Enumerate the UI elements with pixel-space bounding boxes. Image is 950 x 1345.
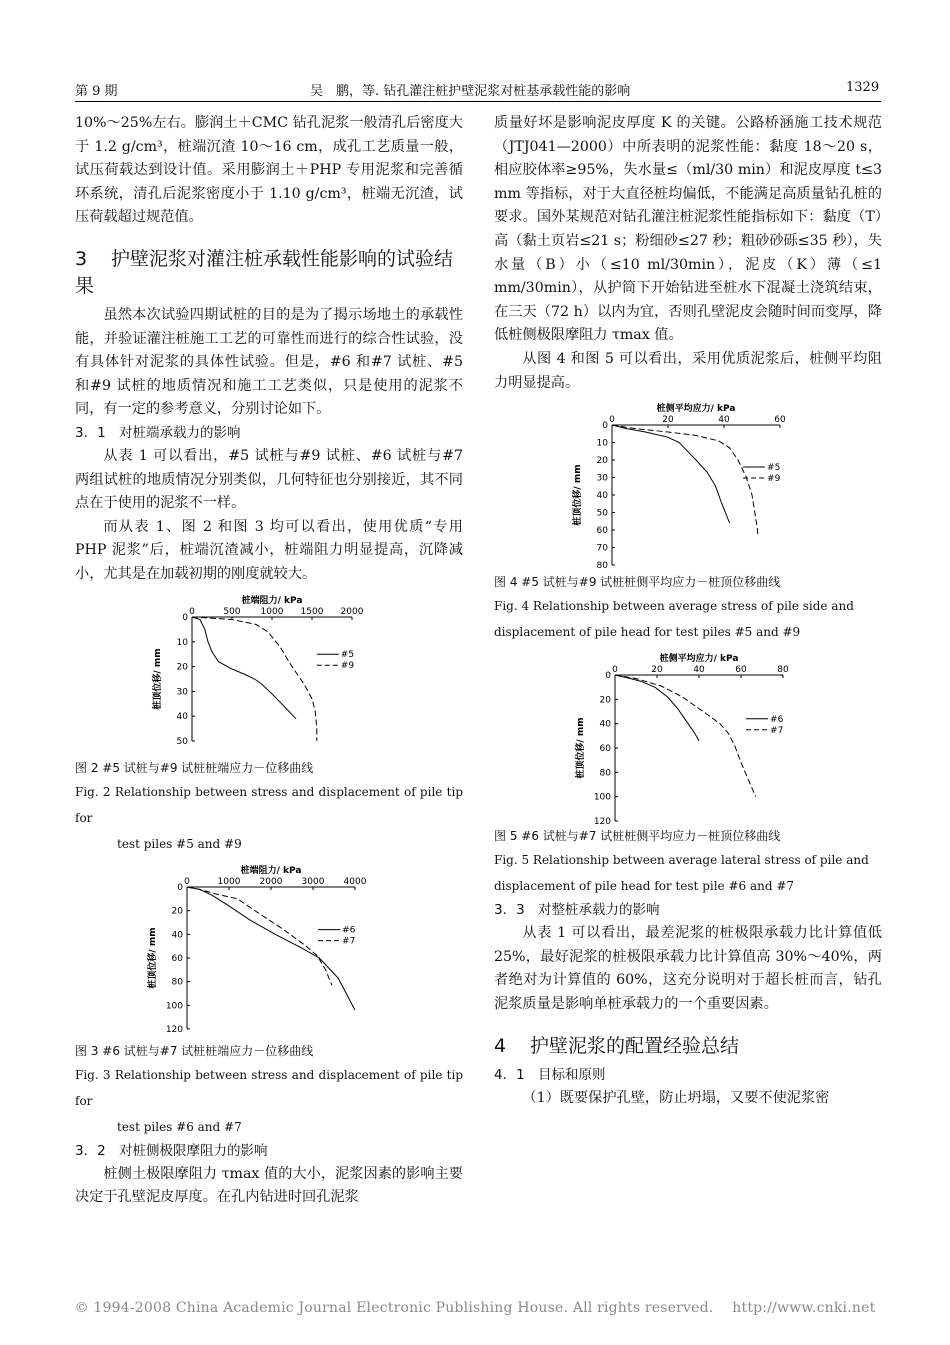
y-tick-label: 60 <box>171 953 183 964</box>
x-axis-label: 桩侧平均应力/ kPa <box>659 654 739 665</box>
y-tick-label: 30 <box>176 686 188 697</box>
figure-4-caption-en-line2: displacement of pile head for test piles #5 and #9 <box>494 625 801 640</box>
y-tick-label: 0 <box>177 882 183 893</box>
y-tick-label: 30 <box>596 473 608 484</box>
x-tick-label: 60 <box>735 665 747 676</box>
header-rule <box>75 101 881 102</box>
x-tick-label: 1000 <box>260 606 284 617</box>
section-number: 3 <box>75 247 88 270</box>
subsection-number: 4．1 <box>494 1066 525 1083</box>
section-number: 4 <box>494 1034 507 1057</box>
y-tick-label: 40 <box>171 929 183 940</box>
x-tick-label: 40 <box>718 415 730 426</box>
y-tick-label: 120 <box>165 1024 183 1035</box>
section-title: 护壁泥浆对灌注桩承载性能影响的试验结果 <box>75 247 454 297</box>
figure-5-caption-cn: 图 5 #6 试桩与#7 试桩桩侧平均应力－桩顶位移曲线 <box>494 829 781 844</box>
y-tick-label: 100 <box>593 792 611 803</box>
x-tick-label: 20 <box>662 415 674 426</box>
legend-label: #7 <box>770 725 784 736</box>
left-column <box>75 112 463 1210</box>
paragraph-fig4-5: 从图 4 和图 5 可以看出，采用优质泥浆后，桩侧平均阻力明显提高。 <box>494 350 882 391</box>
y-tick-label: 0 <box>605 671 611 682</box>
y-tick-label: 20 <box>176 662 188 673</box>
y-tick-label: 20 <box>596 456 608 467</box>
x-tick-label: 3000 <box>301 876 325 887</box>
legend-label: #9 <box>767 474 781 485</box>
section-title: 护壁泥浆的配置经验总结 <box>530 1034 740 1057</box>
y-tick-label: 80 <box>596 561 608 572</box>
series-line-pile-6 <box>615 675 699 741</box>
y-tick-label: 60 <box>599 744 611 755</box>
series-line-pile-6 <box>187 887 355 1010</box>
figure-2-caption-cn: 图 2 #5 试桩与#9 试桩桩端应力－位移曲线 <box>75 760 314 775</box>
header-issue: 第 9 期 <box>75 84 118 99</box>
x-tick-label: 2000 <box>259 876 283 887</box>
y-tick-label: 50 <box>176 736 188 747</box>
y-tick-label: 10 <box>596 438 608 449</box>
legend-label: #7 <box>342 936 356 947</box>
x-tick-label: 60 <box>774 415 786 426</box>
paragraph-3-2: 桩侧土极限摩阻力 τmax 值的大小，泥浆因素的影响主要决定于孔壁泥皮厚度。在孔内钻进时回孔泥浆 <box>75 1165 463 1206</box>
x-tick-label: 1500 <box>300 606 324 617</box>
y-tick-label: 0 <box>182 612 188 623</box>
figure-4 <box>494 401 882 572</box>
section-4-1-heading <box>494 1064 882 1087</box>
y-axis-label: 桩顶位移/ mm <box>573 464 583 526</box>
y-tick-label: 50 <box>596 508 608 519</box>
x-tick-label: 2000 <box>340 606 364 617</box>
right-column <box>494 112 882 1110</box>
x-tick-label: 0 <box>189 606 195 617</box>
subsection-title: 对桩端承载力的影响 <box>119 424 241 441</box>
figure-2-caption-en-line2: test piles #5 and #9 <box>117 836 242 851</box>
y-tick-label: 60 <box>596 526 608 537</box>
y-axis-label: 桩顶位移/ mm <box>576 717 586 779</box>
y-tick-label: 20 <box>599 695 611 706</box>
y-tick-label: 80 <box>599 768 611 779</box>
x-axis-label: 桩端阻力/ kPa <box>241 595 303 606</box>
y-tick-label: 40 <box>596 491 608 502</box>
section-3-2-heading <box>75 1140 463 1163</box>
figure-3-caption-en-line1: Fig. 3 Relationship between stress and displacement of pile tip for <box>75 1067 463 1108</box>
x-tick-label: 500 <box>223 606 241 617</box>
figure-5-chart <box>563 651 813 828</box>
section-4-heading <box>494 1033 882 1060</box>
y-tick-label: 80 <box>171 977 183 988</box>
paragraph-section-3: 虽然本次试验四期试桩的目的是为了揭示场地土的承载性能，并验证灌注桩施工工艺的可靠性而进行的综合性试验，没有具体针对泥浆的具体性试验。但是，#6 和#7 试桩、#5 和#9 试桩的地质情况和施工工艺类似，只是使用的泥浆不同，有一定的参考意义，分别讨论如下。 <box>75 306 463 418</box>
legend-label: #6 <box>770 714 784 725</box>
header-title: 吴 鹏，等. 钻孔灌注桩护壁泥浆对桩基承载性能的影响 <box>310 84 631 99</box>
section-3-3-heading <box>494 899 882 922</box>
x-tick-label: 80 <box>777 665 789 676</box>
y-axis-label: 桩顶位移/ mm <box>153 647 163 710</box>
y-tick-label: 100 <box>165 1000 183 1011</box>
figure-5 <box>494 651 882 828</box>
figure-4-caption-cn: 图 4 #5 试桩与#9 试桩桩侧平均应力－桩顶位移曲线 <box>494 575 781 590</box>
section-3-1-heading <box>75 422 463 445</box>
y-axis-label: 桩顶位移/ mm <box>148 926 158 989</box>
legend-label: #5 <box>340 649 355 660</box>
y-tick-label: 70 <box>596 543 608 554</box>
x-tick-label: 0 <box>184 876 190 887</box>
y-tick-label: 40 <box>599 719 611 730</box>
figure-5-caption-en-line2: displacement of pile head for test pile #6 and #7 <box>494 879 795 894</box>
y-tick-label: 0 <box>602 421 608 432</box>
figure-2-caption-en-line1: Fig. 2 Relationship between stress and displacement of pile tip for <box>75 784 463 825</box>
copyright-footer: © 1994-2008 China Academic Journal Electronic Publishing House. All rights reserved. http://www.cnki.net <box>74 1300 876 1316</box>
y-tick-label: 40 <box>176 711 188 722</box>
legend-label: #5 <box>767 463 781 474</box>
figure-3-caption-en-line2: test piles #6 and #7 <box>117 1119 242 1134</box>
paragraph-right-top: 质量好坏是影响泥皮厚度 K 的关键。公路桥涵施工技术规范（JTJ041—2000）中所表明的泥浆性能：黏度 18～20 s，相应胶体率≥95%，失水量≤（ml/30 min）和泥皮厚度 t≤3 mm 等指标，对于大直径桩均偏低，不能满足高质量钻孔桩的要求。国外某规范对钻孔灌注桩泥浆性能指标如下：黏度（T）高（黏土页岩≤21 s；粉细砂≤27 秒；粗砂砂砾≤35 秒），失水量（B）小（≤10 ml/30min），泥皮（K）薄（≤1 mm/30min），从护筒下开始钻进至桩水下混凝土浇筑结束，在三天（72 h）以内为宜，否则孔壁泥皮会随时间而变厚，降低桩侧极限摩阻力 τmax 值。 <box>494 115 882 344</box>
y-tick-label: 10 <box>176 637 188 648</box>
figure-3-chart <box>139 863 399 1038</box>
x-axis-label: 桩侧平均应力/ kPa <box>656 404 736 415</box>
subsection-number: 3．3 <box>494 902 525 919</box>
paragraph-4-1: （1）既要保护孔壁，防止坍塌，又要不使泥浆密 <box>522 1089 830 1106</box>
subsection-number: 3．2 <box>75 1142 106 1159</box>
x-axis-label: 桩端阻力/ kPa <box>240 865 302 876</box>
series-line-pile-9 <box>612 425 758 537</box>
series-line-pile-7 <box>187 887 332 985</box>
figure-5-caption-en-line1: Fig. 5 Relationship between average lateral stress of pile and <box>494 853 869 868</box>
paragraph-intro: 10%～25%左右。膨润土＋CMC 钻孔泥浆一般清孔后密度大于 1.2 g/cm³，桩端沉渣 10～16 cm，成孔工艺质量一般，试压荷载达到设计值。采用膨润土＋PHP 专用泥浆和完善循环系统，清孔后泥浆密度小于 1.10 g/cm³，桩端无沉渣，试压荷载超过规范值。 <box>75 115 463 226</box>
x-tick-label: 0 <box>609 415 615 426</box>
figure-4-caption-en-line1: Fig. 4 Relationship between average stress of pile side and <box>494 599 854 614</box>
y-tick-label: 20 <box>171 906 183 917</box>
section-3-heading <box>75 246 463 300</box>
figure-3-caption-cn: 图 3 #6 试桩与#7 试桩桩端应力－位移曲线 <box>75 1043 314 1058</box>
x-tick-label: 0 <box>612 665 618 676</box>
paragraph-3-3: 从表 1 可以看出，最差泥浆的桩极限承载力比计算值低 25%，最好泥浆的桩极限承载力比计算值高 30%～40%，两者绝对为计算值的 60%，这充分说明对于超长桩而言，钻孔泥浆质量是影响单桩承载力的一个重要因素。 <box>494 925 882 1012</box>
series-line-pile-5 <box>192 617 296 719</box>
subsection-number: 3．1 <box>75 424 106 441</box>
x-tick-label: 40 <box>693 665 705 676</box>
subsection-title: 对整桩承载力的影响 <box>538 902 660 919</box>
figure-4-chart <box>568 401 808 572</box>
figure-2-chart <box>144 593 394 755</box>
x-tick-label: 1000 <box>217 876 241 887</box>
figure-2 <box>75 593 463 755</box>
x-tick-label: 4000 <box>343 876 367 887</box>
x-tick-label: 20 <box>651 665 663 676</box>
header-page-number: 1329 <box>846 80 880 95</box>
legend-label: #9 <box>340 660 355 671</box>
paragraph-3-1-b: 而从表 1、图 2 和图 3 均可以看出，使用优质“专用 PHP 泥浆”后，桩端沉渣减小，桩端阻力明显提高，沉降减小，尤其是在加载初期的刚度就较大。 <box>75 518 463 582</box>
y-tick-label: 120 <box>593 817 611 828</box>
paragraph-3-1-a: 从表 1 可以看出，#5 试桩与#9 试桩、#6 试桩与#7 两组试桩的地质情况分别类似，几何特征也分别接近，其不同点在于使用的泥浆不一样。 <box>75 447 463 512</box>
series-line-pile-7 <box>615 675 756 797</box>
figure-3 <box>75 863 463 1038</box>
subsection-title: 目标和原则 <box>538 1066 606 1083</box>
legend-label: #6 <box>342 925 356 936</box>
subsection-title: 对桩侧极限摩阻力的影响 <box>119 1142 268 1159</box>
